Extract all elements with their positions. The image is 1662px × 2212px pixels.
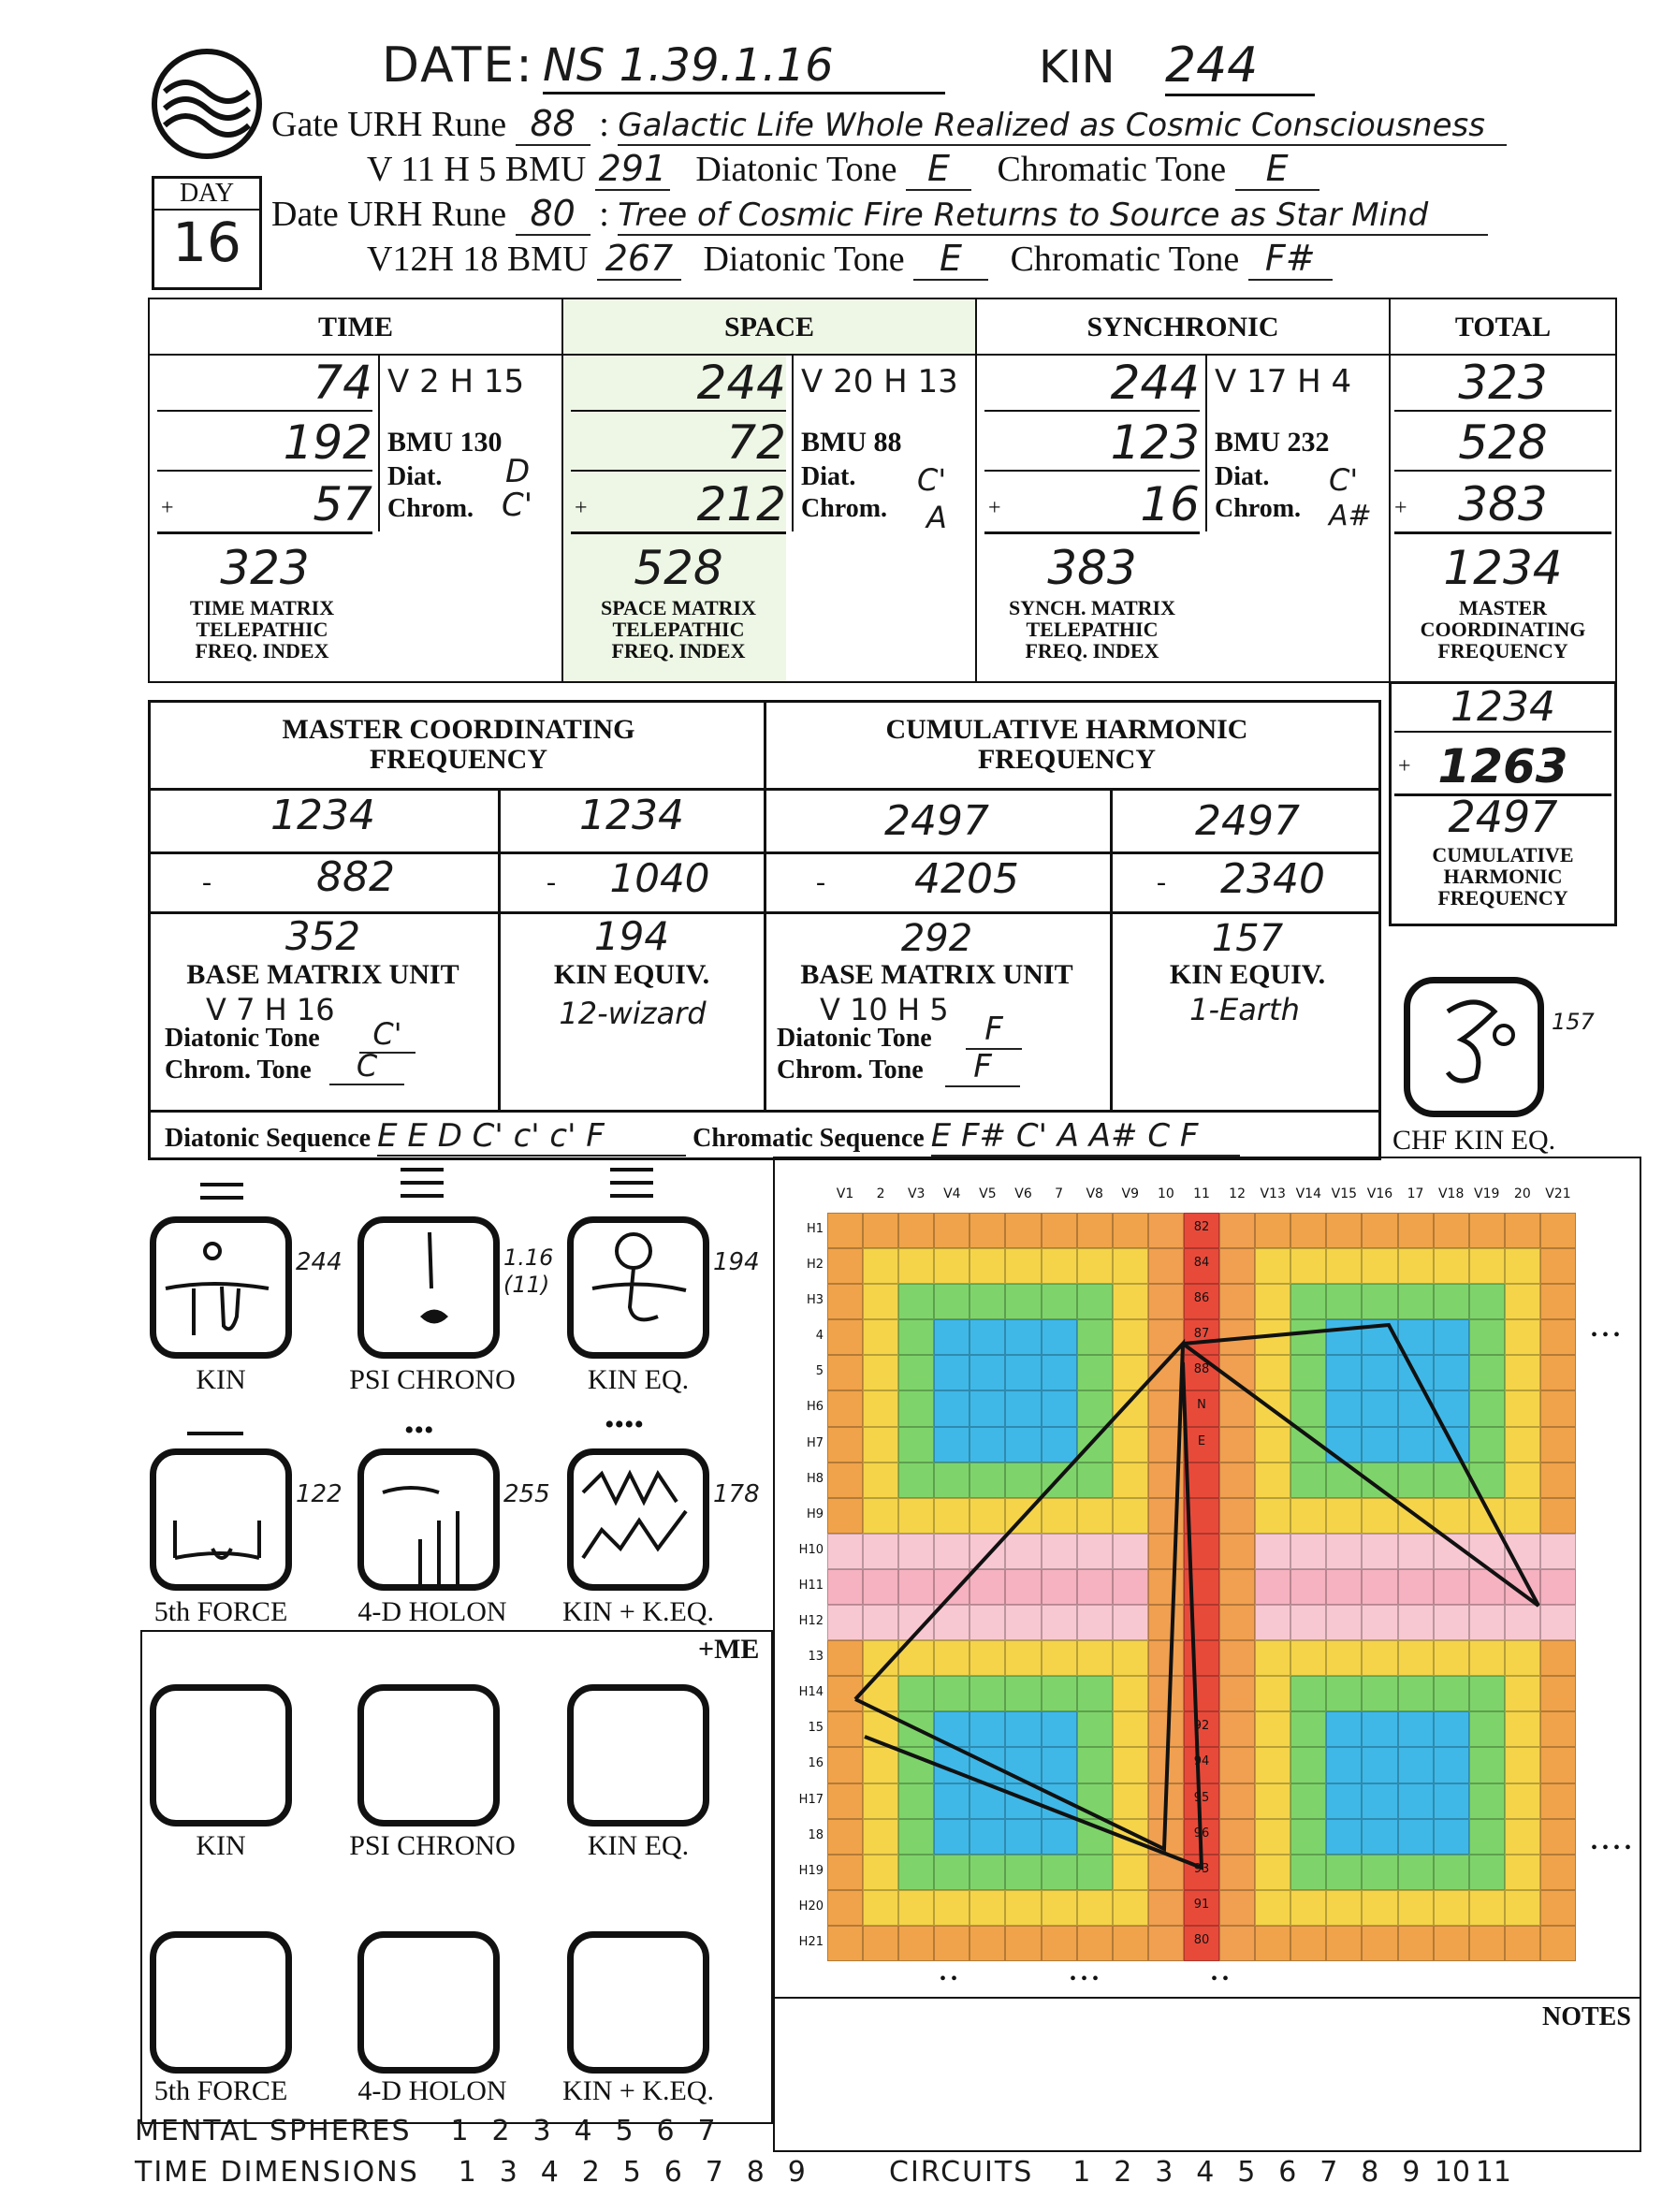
kin-glyph-num: 244 [296,1248,343,1276]
bmu-label-left: BASE MATRIX UNIT [186,959,459,990]
space-chrom-label: Chrom. [801,494,888,523]
gate-tone-row [367,148,1319,191]
grid-col-label: V4 [943,1186,961,1201]
chf-label: CUMULATIVE HARMONIC FREQUENCY [1432,843,1574,910]
time-dimension-number: 3 [499,2156,518,2189]
kin-equiv-label-1: KIN EQUIV. [553,959,710,990]
time-dimensions-numbers [446,2156,817,2189]
kin-plus-keq-glyph [567,1448,709,1591]
header-space: SPACE [561,298,977,356]
grid-center-value: 92 [1193,1719,1210,1734]
grid-col-label: V9 [1121,1186,1140,1201]
circuits-row [889,2156,1514,2189]
me-psi-chrono-glyph[interactable] [357,1684,500,1826]
grid-dots-bottom: • • • • • • • [940,1969,1230,1989]
grid-dots-right-1: • • • [1591,1325,1621,1346]
grid-col-label: 12 [1229,1186,1246,1201]
grid-row-label: 18 [808,1827,824,1842]
wave-icon [157,54,256,153]
space-chrom: A [926,500,947,535]
mental-sphere-number: 6 [656,2115,675,2147]
date-chromatic-value: F# [1248,238,1333,281]
header-synchronic: SYNCHRONIC [975,298,1391,356]
grid-row-label: H2 [806,1258,824,1273]
grid-center-value: 86 [1193,1291,1210,1306]
time-sum: 323 [220,541,310,595]
diatonic-seq-label: Diatonic Sequence [165,1124,372,1153]
gate-rune-text: Galactic Life Whole Realized as Cosmic Consciousness [618,107,1507,146]
sequence-row [165,1117,1240,1157]
grid-col-label: V5 [979,1186,997,1201]
grid-row-label: 4 [815,1329,824,1344]
date-diatonic-value: E [913,238,988,281]
gate-diatonic-label: Diatonic Tone [695,150,897,189]
gate-chromatic-value: E [1235,148,1319,191]
mcf-result-d: 157 [1211,917,1284,960]
bmu-right-diat: F [966,1011,1022,1050]
grid-row-label: H11 [798,1578,824,1593]
grid-center-value: 93 [1193,1861,1210,1876]
synch-diat-label: Diat. [1215,462,1270,491]
kin-label: KIN [1039,41,1115,94]
circuit-number: 1 [1072,2156,1091,2189]
grid-row-label: H10 [798,1542,824,1557]
time-dimension-number: 2 [581,2156,600,2189]
grid-row-label: 16 [808,1756,824,1771]
fifth-force-icon [156,1455,285,1584]
circuit-number: 9 [1402,2156,1421,2189]
bmu-right-chrom-label: Chrom. Tone [777,1055,924,1084]
mcf-row2-d: 2340 [1220,855,1325,903]
me-kin-label: KIN [196,1830,246,1861]
time-dimension-number: 7 [705,2156,723,2189]
bmu-right-vh: V 10 H 5 [820,992,949,1027]
circuit-number: 3 [1155,2156,1174,2189]
gate-rune-row: Gate URH Rune 88 : Galactic Life Whole Realized as Cosmic Consciousness [271,103,1507,146]
day-box [152,176,262,290]
time-dimension-number: 8 [746,2156,765,2189]
time-dimension-number: 6 [663,2156,682,2189]
space-value-2: 72 [571,415,786,472]
date-chromatic-label: Chromatic Tone [1010,240,1240,279]
grid-row-label: H19 [798,1863,824,1878]
mcf-result-c: 292 [900,917,973,960]
circuits-numbers [1061,2156,1514,2189]
grid-row-label: 13 [808,1650,824,1665]
grid-center-value: E [1197,1433,1206,1448]
grid-center-value: 88 [1193,1362,1210,1377]
bmu-left-diat: C' [359,1016,416,1054]
chf-plus: + [1398,754,1411,779]
grid-col-label: V18 [1437,1186,1465,1201]
date-value: NS 1.39.1.16 [543,39,945,95]
space-bmu: BMU 88 [801,427,902,458]
gate-hs: V 11 H 5 [367,150,497,189]
time-divider [378,354,380,531]
grid-row-label: H21 [798,1934,824,1949]
mcf-row2-c: 4205 [914,855,1019,903]
psi-chrono-num: 1.16 (11) [503,1244,554,1298]
holon-icon [364,1455,493,1584]
bmu-left-chrom-label: Chrom. Tone [165,1055,312,1084]
circuit-number: 10 [1434,2156,1470,2189]
grid-row-label: H1 [806,1222,824,1236]
storm-seal-icon [574,1455,703,1584]
kin-glyph-label: KIN [196,1364,246,1395]
chf-value-3: 2497 [1448,792,1558,842]
time-value-1: 74 [157,356,372,412]
bmu-left-vh: V 7 H 16 [206,992,335,1027]
time-index-label: TIME MATRIX TELEPATHIC FREQ. INDEX [189,596,335,663]
synch-path-line [865,1362,1202,1868]
date-hs: V12H 18 [367,240,499,279]
date-rune-label: Date URH Rune [271,195,507,234]
grid-row-label: H3 [806,1293,824,1308]
mcf-minus-3: - [816,866,825,897]
me-fifth-force-label: 5th FORCE [153,2075,288,2106]
grid-row-label: H7 [806,1435,824,1450]
grid-col-label: V19 [1474,1186,1500,1201]
grid-col-label: 11 [1193,1186,1210,1201]
mental-spheres-label: MENTAL SPHERES [135,2115,412,2147]
time-dimension-number: 9 [787,2156,806,2189]
fifth-force-glyph [150,1448,292,1591]
time-value-2: 192 [157,415,372,472]
bmu-left-diat-label: Diatonic Tone [165,1024,320,1053]
synch-chrom-label: Chrom. [1215,494,1302,523]
space-index-label: SPACE MATRIX TELEPATHIC FREQ. INDEX [600,596,757,663]
grid-center-value: 91 [1193,1897,1210,1912]
grid-row-label: H14 [798,1685,824,1700]
time-plus: + [161,496,174,520]
mcf-col-div-1 [498,788,501,1110]
date-bmu-label: BMU [506,240,589,279]
space-diat-label: Diat. [801,462,856,491]
circuit-number: 2 [1114,2156,1132,2189]
mental-sphere-number: 5 [615,2115,634,2147]
grid-row-label: H20 [798,1899,824,1914]
mcf-col-div-3 [1110,788,1113,1110]
synch-vh: V 17 H 4 [1215,363,1352,400]
chf-value-2: 1263 [1394,739,1611,796]
kin-eq-label: KIN EQ. [587,1364,690,1395]
grid-center-value: 80 [1193,1932,1210,1947]
grid-col-label: 17 [1407,1186,1424,1201]
kin-plus-keq-num: 178 [713,1480,760,1508]
total-sum: 1234 [1443,541,1563,595]
kin-eq-glyph [567,1216,709,1359]
grid-col-label: V6 [1014,1186,1032,1201]
kin-equiv-value-1: 12-wizard [559,996,707,1031]
total-plus: + [1394,496,1407,520]
grid-col-label: V21 [1545,1186,1571,1201]
day-value: 16 [172,211,241,274]
circuit-number: 6 [1278,2156,1297,2189]
me-label: +ME [698,1634,760,1665]
me-psi-chrono-label: PSI CHRONO [349,1830,516,1861]
psi-chrono-label: PSI CHRONO [349,1364,516,1395]
time-dimensions-label: TIME DIMENSIONS [135,2156,419,2189]
date-diatonic-label: Diatonic Tone [703,240,905,279]
time-dimensions-row [135,2156,817,2189]
date-rune-row: Date URH Rune 80 : Tree of Cosmic Fire Returns to Source as Star Mind [271,193,1488,236]
dots-psi [401,1181,444,1185]
grid-row-label: 15 [808,1721,824,1736]
me-holon-label: 4-D HOLON [357,2075,507,2106]
space-diat: C' [917,462,947,498]
grid-row-label: H6 [806,1400,824,1415]
time-bmu: BMU 130 [387,427,503,458]
chf-kin-num: 157 [1552,1009,1595,1035]
space-path-line [855,1344,1183,1849]
grid-row-label: H12 [798,1614,824,1629]
kin-plus-keq-label: KIN + K.EQ. [562,1596,714,1627]
me-kin-plus-keq-label: KIN + K.EQ. [562,2075,714,2106]
grid-col-label: V16 [1366,1186,1393,1201]
gate-rune-value: 88 [516,103,590,146]
grid-overlay-lines [827,1213,1576,1961]
grid-col-label: V13 [1260,1186,1286,1201]
synch-index-label: SYNCH. MATRIX TELEPATHIC FREQ. INDEX [1008,596,1176,663]
mcf-col-div-2 [764,788,766,1110]
me-kin-glyph[interactable] [150,1684,292,1826]
me-kin-eq-label: KIN EQ. [587,1830,690,1861]
bmu-label-right: BASE MATRIX UNIT [800,959,1073,990]
total-value-1: 323 [1394,356,1611,412]
time-chrom: C' [502,487,533,524]
header-time: TIME [148,298,563,356]
grid-center-value: 95 [1193,1790,1210,1805]
bmu-right-chrom: F [945,1048,1020,1087]
mcf-result-a: 352 [284,913,361,959]
mcf-row2-b: 1040 [609,855,710,901]
grid-row-label: H17 [798,1792,824,1807]
day-label: DAY [154,179,259,211]
time-dimension-number: 4 [540,2156,559,2189]
mcf-row2-a: 882 [316,853,395,901]
date-bmu-value: 267 [597,238,681,281]
date-tone-row [367,238,1333,281]
grid-row-label: 5 [815,1364,824,1379]
holon-label: 4-D HOLON [357,1596,507,1627]
kin-value: 244 [1165,37,1315,96]
kin-glyph [150,1216,292,1359]
gate-bmu-value: 291 [595,148,670,191]
grid-col-label: V8 [1086,1186,1103,1201]
fifth-force-num: 122 [296,1480,343,1508]
total-label: MASTER COORDINATING FREQUENCY [1420,596,1586,663]
gate-rune-label: Gate URH Rune [271,105,507,144]
header-total: TOTAL [1389,298,1617,356]
diatonic-seq-value: E E D C' c' c' F [377,1117,686,1157]
circuit-number: 11 [1475,2156,1511,2189]
time-dimension-number: 1 [458,2156,476,2189]
synch-value-3: 16 [984,477,1200,534]
space-vh: V 20 H 13 [801,363,958,400]
chf-title: CUMULATIVE HARMONIC FREQUENCY [885,714,1248,775]
mcf-row1-d: 2497 [1195,797,1300,845]
time-diat-label: Diat. [387,462,443,491]
mcf-minus-1: - [202,866,211,897]
holon-glyph [357,1448,500,1591]
synch-value-2: 123 [984,415,1200,472]
synch-divider [1205,354,1207,531]
total-value-2: 528 [1394,415,1611,472]
chf-value-1: 1234 [1394,683,1611,733]
mental-spheres-numbers [439,2115,727,2147]
time-path-line [1183,1325,1538,1606]
mental-sphere-number: 1 [450,2115,469,2147]
mcf-result-b: 194 [593,913,670,959]
logo-seal [152,49,262,159]
time-dimension-number: 5 [622,2156,641,2189]
total-value-3: 383 [1394,477,1611,534]
time-diat: D [505,453,531,490]
grid-col-label: V15 [1331,1186,1358,1201]
dots-5th [187,1432,243,1435]
gate-chromatic-label: Chromatic Tone [997,150,1227,189]
mental-sphere-number: 4 [574,2115,592,2147]
time-value-3: 57 [157,477,372,534]
space-plus: + [575,496,588,520]
synch-diat: C' [1329,462,1359,498]
date-rune-text: Tree of Cosmic Fire Returns to Source as Star Mind [618,196,1488,236]
dots-holon: ••• [404,1415,434,1446]
grid-dots-right-2: • • • • [1591,1838,1632,1858]
grid-col-label: V14 [1295,1186,1321,1201]
me-fifth-force-glyph[interactable] [150,1931,292,2074]
grid-row-labels [782,1213,824,1961]
me-holon-glyph[interactable] [357,1931,500,2074]
space-sum: 528 [634,541,723,595]
notes-rule [773,1997,1641,1999]
time-vh: V 2 H 15 [387,363,525,400]
mcf-minus-4: - [1157,866,1166,897]
dots-kinkeq: •••• [605,1409,645,1440]
synch-bmu: BMU 232 [1215,427,1330,458]
earth-seal-icon [1410,983,1538,1111]
circuit-number: 5 [1237,2156,1256,2189]
grid-col-label: 2 [876,1186,885,1201]
me-kin-eq-glyph[interactable] [567,1684,709,1826]
date-rune-value: 80 [516,193,590,236]
grid-row-label: H9 [806,1506,824,1521]
space-divider [792,354,794,531]
circuit-number: 4 [1196,2156,1215,2189]
mcf-row-line-4 [148,1110,1381,1113]
mcf-row1-b: 1234 [579,792,684,839]
grid-col-label: V3 [907,1186,926,1201]
bmu-right-diat-label: Diatonic Tone [777,1024,932,1053]
grid-col-labels [827,1186,1576,1209]
date-label: DATE: [382,37,534,94]
synch-chrom: A# [1329,500,1372,532]
grid-row-label: H8 [806,1471,824,1486]
dots-kineq [610,1181,653,1185]
synch-value-1: 244 [984,356,1200,412]
mental-sphere-number: 7 [697,2115,716,2147]
kin-equiv-label-2: KIN EQUIV. [1169,959,1326,990]
fifth-force-label: 5th FORCE [153,1596,288,1627]
grid-col-label: V1 [836,1186,854,1201]
chf-kin-glyph [1404,977,1544,1117]
psi-chrono-icon [364,1223,493,1352]
grid-center-value: 87 [1193,1327,1210,1342]
holon-num: 255 [503,1480,550,1508]
grid-col-label: 10 [1157,1186,1174,1201]
notes-label: NOTES [1542,2002,1631,2031]
mcf-minus-2: - [547,866,556,897]
kin-equiv-value-2: 1-Earth [1189,992,1300,1027]
kin-seal-icon [156,1223,285,1352]
chf-kin-eq-label: CHF KIN EQ. [1392,1125,1556,1156]
mental-sphere-number: 2 [491,2115,510,2147]
psi-chrono-glyph [357,1216,500,1359]
me-kin-plus-keq-glyph[interactable] [567,1931,709,2074]
mental-spheres-row [135,2115,727,2147]
chromatic-seq-value: E F# C' A A# C F [931,1117,1240,1157]
grid-center-value: 84 [1193,1256,1210,1271]
chromatic-seq-label: Chromatic Sequence [692,1124,925,1153]
mcf-title: MASTER COORDINATING FREQUENCY [282,714,635,775]
dots-kin [200,1196,243,1200]
mental-sphere-number: 3 [532,2115,551,2147]
grid-col-label: 20 [1513,1186,1531,1201]
grid-center-value: 96 [1193,1826,1210,1841]
gate-diatonic-value: E [906,148,971,191]
gate-bmu-label: BMU [504,150,587,189]
wizard-seal-icon [574,1223,703,1352]
bmu-left-chrom: C [329,1048,404,1085]
synch-sum: 383 [1047,541,1137,595]
time-chrom-label: Chrom. [387,494,474,523]
kin-eq-num: 194 [713,1248,760,1276]
space-value-1: 244 [571,356,786,412]
circuits-label: CIRCUITS [889,2156,1034,2189]
circuit-number: 8 [1361,2156,1379,2189]
mcf-row1-a: 1234 [270,792,375,839]
mcf-row1-c: 2497 [884,797,989,845]
circuit-number: 7 [1319,2156,1338,2189]
synch-plus: + [988,496,1001,520]
grid-center-value: 82 [1193,1220,1210,1234]
grid-center-value: N [1197,1398,1206,1413]
space-value-3: 212 [571,477,786,534]
grid-col-label: 7 [1055,1186,1064,1201]
grid-center-value: 94 [1193,1754,1210,1769]
